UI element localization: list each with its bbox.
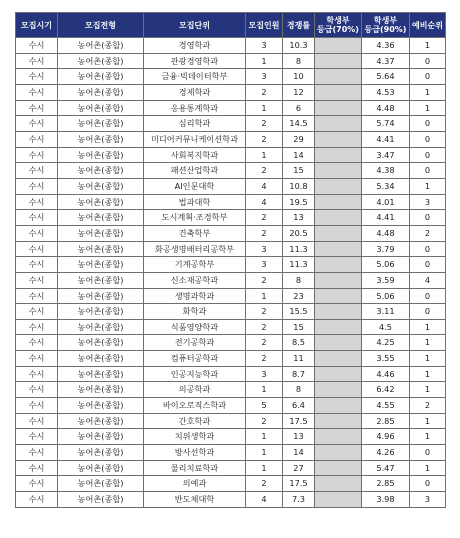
unit-cell: 화공생명배터리공학부	[144, 241, 246, 257]
grade-90-cell: 3.79	[362, 241, 410, 257]
waitlist-rank-cell: 0	[410, 116, 446, 132]
grade-90-cell: 5.06	[362, 257, 410, 273]
unit-cell: 기계공학부	[144, 257, 246, 273]
admission-type-cell: 농어촌(종합)	[58, 288, 144, 304]
table-row	[16, 163, 446, 179]
unit-cell: AI인문대학	[144, 178, 246, 194]
season-cell: 수시	[16, 335, 58, 351]
grade-90-cell: 4.25	[362, 335, 410, 351]
table-row	[16, 131, 446, 147]
season-cell: 수시	[16, 53, 58, 69]
admission-type-cell: 농어촌(종합)	[58, 429, 144, 445]
waitlist-rank-cell: 0	[410, 69, 446, 85]
table-row	[16, 178, 446, 194]
table-row	[16, 319, 446, 335]
competition-rate-cell: 10	[283, 69, 315, 85]
competition-rate-cell: 8	[283, 382, 315, 398]
waitlist-rank-cell: 2	[410, 398, 446, 414]
season-cell: 수시	[16, 476, 58, 492]
grade-90-cell: 4.01	[362, 194, 410, 210]
grade-90-cell: 5.47	[362, 460, 410, 476]
unit-cell: 간호학과	[144, 413, 246, 429]
waitlist-rank-cell: 0	[410, 131, 446, 147]
admission-type-cell: 농어촌(종합)	[58, 225, 144, 241]
grade-70-cell	[315, 429, 362, 445]
unit-cell: 의예과	[144, 476, 246, 492]
waitlist-rank-cell: 4	[410, 272, 446, 288]
grade-70-cell	[315, 147, 362, 163]
unit-cell: 생명과학과	[144, 288, 246, 304]
admission-type-cell: 농어촌(종합)	[58, 241, 144, 257]
unit-cell: 신소재공학과	[144, 272, 246, 288]
grade-70-cell	[315, 116, 362, 132]
table-row	[16, 382, 446, 398]
competition-rate-cell: 11.3	[283, 241, 315, 257]
unit-cell: 법과대학	[144, 194, 246, 210]
grade-70-cell	[315, 257, 362, 273]
admission-type-cell: 농어촌(종합)	[58, 335, 144, 351]
season-cell: 수시	[16, 288, 58, 304]
header-competition-rate: 경쟁률	[283, 13, 315, 38]
season-cell: 수시	[16, 382, 58, 398]
grade-70-cell	[315, 492, 362, 508]
table-row	[16, 53, 446, 69]
grade-70-cell	[315, 194, 362, 210]
table-body	[16, 38, 446, 508]
waitlist-rank-cell: 1	[410, 319, 446, 335]
grade-70-cell	[315, 351, 362, 367]
season-cell: 수시	[16, 429, 58, 445]
unit-cell: 치위생학과	[144, 429, 246, 445]
competition-rate-cell: 8.7	[283, 366, 315, 382]
table-row	[16, 366, 446, 382]
waitlist-rank-cell: 0	[410, 476, 446, 492]
grade-70-cell	[315, 131, 362, 147]
grade-70-cell	[315, 319, 362, 335]
season-cell: 수시	[16, 100, 58, 116]
quota-cell: 1	[246, 288, 283, 304]
waitlist-rank-cell: 1	[410, 335, 446, 351]
quota-cell: 3	[246, 366, 283, 382]
waitlist-rank-cell: 1	[410, 429, 446, 445]
grade-70-cell	[315, 445, 362, 461]
table-row	[16, 194, 446, 210]
admission-type-cell: 농어촌(종합)	[58, 257, 144, 273]
competition-rate-cell: 15	[283, 163, 315, 179]
table-header-row	[16, 13, 446, 38]
admission-type-cell: 농어촌(종합)	[58, 131, 144, 147]
unit-cell: 금융·빅데이터학부	[144, 69, 246, 85]
grade-70-cell	[315, 366, 362, 382]
competition-rate-cell: 23	[283, 288, 315, 304]
admission-type-cell: 농어촌(종합)	[58, 194, 144, 210]
quota-cell: 2	[246, 210, 283, 226]
unit-cell: 컴퓨터공학과	[144, 351, 246, 367]
grade-70-cell	[315, 53, 362, 69]
quota-cell: 1	[246, 445, 283, 461]
waitlist-rank-cell: 0	[410, 147, 446, 163]
season-cell: 수시	[16, 225, 58, 241]
grade-90-cell: 5.06	[362, 288, 410, 304]
admission-type-cell: 농어촌(종합)	[58, 272, 144, 288]
waitlist-rank-cell: 0	[410, 445, 446, 461]
season-cell: 수시	[16, 116, 58, 132]
grade-70-cell	[315, 210, 362, 226]
quota-cell: 4	[246, 194, 283, 210]
competition-rate-cell: 17.5	[283, 413, 315, 429]
unit-cell: 심리학과	[144, 116, 246, 132]
competition-rate-cell: 20.5	[283, 225, 315, 241]
unit-cell: 경제학과	[144, 84, 246, 100]
season-cell: 수시	[16, 69, 58, 85]
table-row	[16, 84, 446, 100]
grade-70-cell	[315, 476, 362, 492]
competition-rate-cell: 13	[283, 210, 315, 226]
admission-type-cell: 농어촌(종합)	[58, 163, 144, 179]
quota-cell: 2	[246, 116, 283, 132]
grade-90-cell: 2.85	[362, 413, 410, 429]
grade-70-cell	[315, 398, 362, 414]
grade-90-cell: 3.98	[362, 492, 410, 508]
table-row	[16, 413, 446, 429]
grade-70-cell	[315, 69, 362, 85]
grade-70-cell	[315, 178, 362, 194]
table-row	[16, 100, 446, 116]
unit-cell: 바이오로직스학과	[144, 398, 246, 414]
grade-90-cell: 4.37	[362, 53, 410, 69]
grade-70-cell	[315, 100, 362, 116]
table-row	[16, 147, 446, 163]
waitlist-rank-cell: 1	[410, 351, 446, 367]
admission-type-cell: 농어촌(종합)	[58, 366, 144, 382]
grade-90-cell: 4.26	[362, 445, 410, 461]
unit-cell: 화학과	[144, 304, 246, 320]
unit-cell: 전기공학과	[144, 335, 246, 351]
admission-type-cell: 농어촌(종합)	[58, 178, 144, 194]
admission-type-cell: 농어촌(종합)	[58, 84, 144, 100]
header-season: 모집시기	[16, 13, 58, 38]
table-row	[16, 272, 446, 288]
waitlist-rank-cell: 0	[410, 241, 446, 257]
admission-type-cell: 농어촌(종합)	[58, 100, 144, 116]
grade-90-cell: 4.48	[362, 100, 410, 116]
table-row	[16, 429, 446, 445]
quota-cell: 2	[246, 335, 283, 351]
admission-type-cell: 농어촌(종합)	[58, 38, 144, 54]
admission-type-cell: 농어촌(종합)	[58, 116, 144, 132]
grade-90-cell: 4.5	[362, 319, 410, 335]
quota-cell: 3	[246, 38, 283, 54]
waitlist-rank-cell: 1	[410, 38, 446, 54]
quota-cell: 1	[246, 100, 283, 116]
quota-cell: 2	[246, 476, 283, 492]
season-cell: 수시	[16, 131, 58, 147]
unit-cell: 건축학부	[144, 225, 246, 241]
competition-rate-cell: 13	[283, 429, 315, 445]
competition-rate-cell: 8	[283, 53, 315, 69]
waitlist-rank-cell: 1	[410, 460, 446, 476]
grade-70-cell	[315, 335, 362, 351]
competition-rate-cell: 11.3	[283, 257, 315, 273]
competition-rate-cell: 12	[283, 84, 315, 100]
table-row	[16, 116, 446, 132]
admission-type-cell: 농어촌(종합)	[58, 460, 144, 476]
admission-type-cell: 농어촌(종합)	[58, 398, 144, 414]
grade-70-cell	[315, 38, 362, 54]
header-quota: 모집인원	[246, 13, 283, 38]
grade-90-cell: 4.41	[362, 210, 410, 226]
table-row	[16, 492, 446, 508]
competition-rate-cell: 6.4	[283, 398, 315, 414]
quota-cell: 1	[246, 53, 283, 69]
table-row	[16, 445, 446, 461]
grade-70-cell	[315, 304, 362, 320]
quota-cell: 2	[246, 225, 283, 241]
waitlist-rank-cell: 0	[410, 210, 446, 226]
table-row	[16, 210, 446, 226]
admission-type-cell: 농어촌(종합)	[58, 382, 144, 398]
quota-cell: 1	[246, 147, 283, 163]
waitlist-rank-cell: 2	[410, 225, 446, 241]
unit-cell: 경영학과	[144, 38, 246, 54]
season-cell: 수시	[16, 413, 58, 429]
header-waitlist-rank: 예비순위	[410, 13, 446, 38]
competition-rate-cell: 6	[283, 100, 315, 116]
table-row	[16, 304, 446, 320]
unit-cell: 반도체대학	[144, 492, 246, 508]
grade-70-cell	[315, 84, 362, 100]
admission-type-cell: 농어촌(종합)	[58, 351, 144, 367]
grade-90-cell: 5.64	[362, 69, 410, 85]
unit-cell: 응용통계학과	[144, 100, 246, 116]
admission-type-cell: 농어촌(종합)	[58, 476, 144, 492]
header-grade-90: 학생부 등급(90%)	[362, 13, 410, 38]
season-cell: 수시	[16, 84, 58, 100]
season-cell: 수시	[16, 366, 58, 382]
admission-type-cell: 농어촌(종합)	[58, 319, 144, 335]
table-row	[16, 398, 446, 414]
quota-cell: 1	[246, 429, 283, 445]
waitlist-rank-cell: 1	[410, 366, 446, 382]
admission-type-cell: 농어촌(종합)	[58, 492, 144, 508]
competition-rate-cell: 17.5	[283, 476, 315, 492]
grade-90-cell: 4.48	[362, 225, 410, 241]
competition-rate-cell: 10.3	[283, 38, 315, 54]
grade-90-cell: 4.96	[362, 429, 410, 445]
admission-type-cell: 농어촌(종합)	[58, 445, 144, 461]
admission-type-cell: 농어촌(종합)	[58, 413, 144, 429]
grade-90-cell: 2.85	[362, 476, 410, 492]
grade-90-cell: 4.55	[362, 398, 410, 414]
admission-type-cell: 농어촌(종합)	[58, 304, 144, 320]
admission-type-cell: 농어촌(종합)	[58, 53, 144, 69]
grade-90-cell: 4.46	[362, 366, 410, 382]
waitlist-rank-cell: 3	[410, 492, 446, 508]
table-row	[16, 225, 446, 241]
unit-cell: 물리치료학과	[144, 460, 246, 476]
grade-90-cell: 4.53	[362, 84, 410, 100]
header-grade-70: 학생부 등급(70%)	[315, 13, 362, 38]
grade-90-cell: 6.42	[362, 382, 410, 398]
competition-rate-cell: 15.5	[283, 304, 315, 320]
waitlist-rank-cell: 1	[410, 84, 446, 100]
grade-90-cell: 3.11	[362, 304, 410, 320]
competition-rate-cell: 7.3	[283, 492, 315, 508]
season-cell: 수시	[16, 163, 58, 179]
grade-70-cell	[315, 225, 362, 241]
quota-cell: 3	[246, 241, 283, 257]
waitlist-rank-cell: 0	[410, 304, 446, 320]
season-cell: 수시	[16, 194, 58, 210]
grade-90-cell: 3.55	[362, 351, 410, 367]
competition-rate-cell: 14	[283, 445, 315, 461]
season-cell: 수시	[16, 38, 58, 54]
table-row	[16, 241, 446, 257]
waitlist-rank-cell: 1	[410, 100, 446, 116]
quota-cell: 4	[246, 492, 283, 508]
competition-rate-cell: 27	[283, 460, 315, 476]
waitlist-rank-cell: 3	[410, 194, 446, 210]
table-row	[16, 288, 446, 304]
season-cell: 수시	[16, 257, 58, 273]
grade-90-cell: 3.59	[362, 272, 410, 288]
season-cell: 수시	[16, 178, 58, 194]
grade-90-cell: 4.41	[362, 131, 410, 147]
grade-90-cell: 5.74	[362, 116, 410, 132]
table-row	[16, 476, 446, 492]
season-cell: 수시	[16, 210, 58, 226]
table-row	[16, 351, 446, 367]
competition-rate-cell: 8	[283, 272, 315, 288]
waitlist-rank-cell: 0	[410, 288, 446, 304]
admission-table-container	[15, 12, 446, 508]
grade-70-cell	[315, 241, 362, 257]
grade-70-cell	[315, 288, 362, 304]
quota-cell: 5	[246, 398, 283, 414]
grade-70-cell	[315, 382, 362, 398]
grade-70-cell	[315, 272, 362, 288]
unit-cell: 식품영양학과	[144, 319, 246, 335]
grade-90-cell: 3.47	[362, 147, 410, 163]
quota-cell: 2	[246, 304, 283, 320]
unit-cell: 패션산업학과	[144, 163, 246, 179]
competition-rate-cell: 11	[283, 351, 315, 367]
competition-rate-cell: 14.5	[283, 116, 315, 132]
season-cell: 수시	[16, 304, 58, 320]
quota-cell: 3	[246, 257, 283, 273]
quota-cell: 3	[246, 69, 283, 85]
admission-results-table	[15, 12, 446, 508]
season-cell: 수시	[16, 445, 58, 461]
unit-cell: 의공학과	[144, 382, 246, 398]
table-row	[16, 257, 446, 273]
waitlist-rank-cell: 1	[410, 382, 446, 398]
admission-type-cell: 농어촌(종합)	[58, 69, 144, 85]
grade-90-cell: 5.34	[362, 178, 410, 194]
season-cell: 수시	[16, 398, 58, 414]
quota-cell: 2	[246, 163, 283, 179]
quota-cell: 4	[246, 178, 283, 194]
quota-cell: 2	[246, 319, 283, 335]
season-cell: 수시	[16, 241, 58, 257]
grade-70-cell	[315, 413, 362, 429]
table-row	[16, 460, 446, 476]
season-cell: 수시	[16, 460, 58, 476]
quota-cell: 1	[246, 460, 283, 476]
competition-rate-cell: 15	[283, 319, 315, 335]
unit-cell: 인공지능학과	[144, 366, 246, 382]
grade-90-cell: 4.38	[362, 163, 410, 179]
season-cell: 수시	[16, 492, 58, 508]
header-unit: 모집단위	[144, 13, 246, 38]
competition-rate-cell: 19.5	[283, 194, 315, 210]
quota-cell: 2	[246, 413, 283, 429]
unit-cell: 미디어커뮤니케이션학과	[144, 131, 246, 147]
competition-rate-cell: 8.5	[283, 335, 315, 351]
season-cell: 수시	[16, 351, 58, 367]
season-cell: 수시	[16, 147, 58, 163]
waitlist-rank-cell: 0	[410, 257, 446, 273]
table-row	[16, 38, 446, 54]
competition-rate-cell: 14	[283, 147, 315, 163]
table-row	[16, 69, 446, 85]
admission-type-cell: 농어촌(종합)	[58, 210, 144, 226]
competition-rate-cell: 10.8	[283, 178, 315, 194]
competition-rate-cell: 29	[283, 131, 315, 147]
unit-cell: 관광경영학과	[144, 53, 246, 69]
unit-cell: 방사선학과	[144, 445, 246, 461]
grade-70-cell	[315, 460, 362, 476]
unit-cell: 사회복지학과	[144, 147, 246, 163]
table-row	[16, 335, 446, 351]
quota-cell: 2	[246, 131, 283, 147]
quota-cell: 1	[246, 382, 283, 398]
season-cell: 수시	[16, 319, 58, 335]
grade-70-cell	[315, 163, 362, 179]
waitlist-rank-cell: 1	[410, 178, 446, 194]
waitlist-rank-cell: 0	[410, 53, 446, 69]
quota-cell: 2	[246, 351, 283, 367]
season-cell: 수시	[16, 272, 58, 288]
quota-cell: 2	[246, 84, 283, 100]
unit-cell: 도시계획·조경학부	[144, 210, 246, 226]
admission-type-cell: 농어촌(종합)	[58, 147, 144, 163]
quota-cell: 2	[246, 272, 283, 288]
header-admission-type: 모집전형	[58, 13, 144, 38]
waitlist-rank-cell: 0	[410, 163, 446, 179]
grade-90-cell: 4.36	[362, 38, 410, 54]
waitlist-rank-cell: 1	[410, 413, 446, 429]
